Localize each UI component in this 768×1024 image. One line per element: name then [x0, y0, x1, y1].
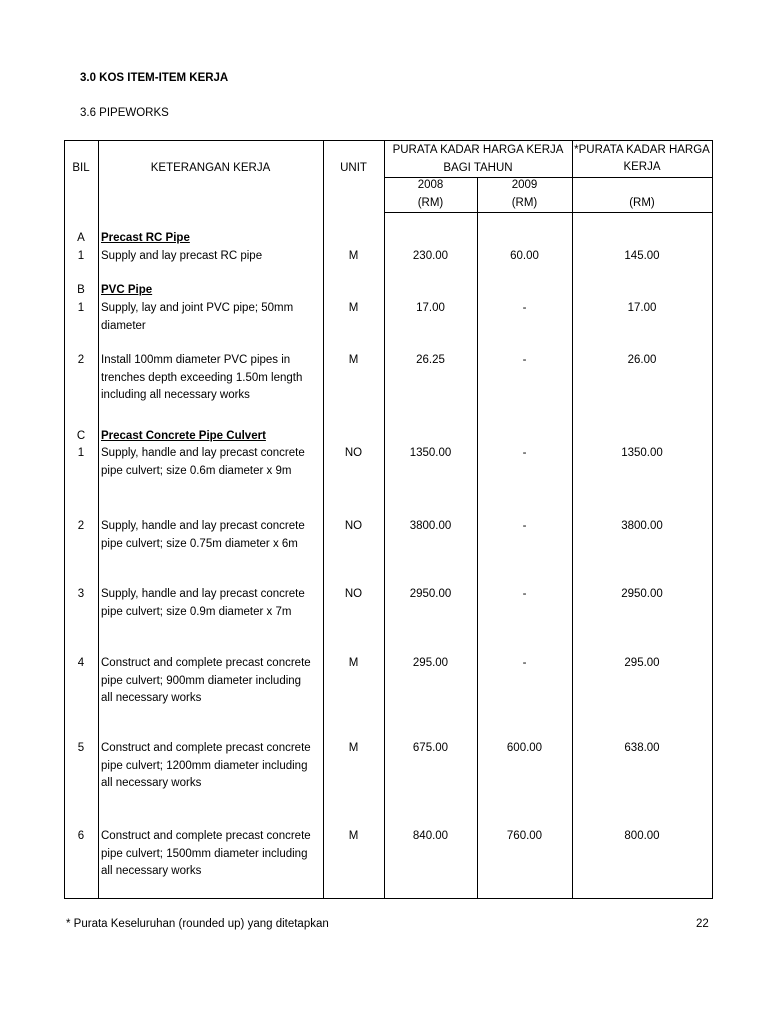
item-price-2008: 3800.00 [409, 520, 452, 532]
header-keterangan: KETERANGAN KERJA [150, 162, 271, 174]
header-rm-2009: (RM) [511, 197, 538, 209]
item-description-line: Supply and lay precast RC pipe [101, 250, 263, 262]
item-price-2009: - [522, 354, 527, 366]
header-average-line2: KERJA [623, 161, 661, 173]
item-price-average: 2950.00 [621, 588, 663, 600]
section-title: Precast RC Pipe [101, 232, 190, 244]
item-description-line: Construct and complete precast concrete [101, 657, 311, 669]
item-number: 1 [77, 250, 85, 262]
item-unit: M [348, 302, 359, 314]
section-heading: 3.0 KOS ITEM-ITEM KERJA [80, 72, 229, 84]
header-bil: BIL [72, 162, 90, 174]
item-price-2008: 840.00 [412, 830, 449, 842]
item-description-line: Supply, lay and joint PVC pipe; 50mm [101, 302, 294, 314]
item-number: 3 [77, 588, 85, 600]
item-price-average: 1350.00 [621, 447, 663, 459]
item-price-average: 145.00 [624, 250, 660, 262]
section-title: Precast Concrete Pipe Culvert [101, 430, 266, 442]
item-number: 5 [77, 742, 85, 754]
item-description-line: Install 100mm diameter PVC pipes in [101, 354, 291, 366]
header-year-2008: 2008 [417, 179, 444, 191]
item-description-line: Construct and complete precast concrete [101, 830, 311, 842]
item-price-2008: 17.00 [416, 302, 445, 314]
item-unit: M [348, 742, 359, 754]
item-number: 1 [77, 302, 85, 314]
column-divider-years [477, 177, 478, 899]
header-purata-line2: BAGI TAHUN [443, 162, 513, 174]
item-price-2009: - [522, 302, 527, 314]
item-description-line: Supply, handle and lay precast concrete [101, 520, 305, 532]
section-letter: B [77, 284, 85, 296]
item-price-2009: - [522, 657, 527, 669]
item-price-average: 26.00 [627, 354, 657, 366]
item-description-line: pipe culvert; 900mm diameter including [101, 674, 302, 687]
header-rm-2008: (RM) [417, 197, 444, 209]
header-purata-line1: PURATA KADAR HARGA KERJA [392, 144, 564, 156]
footnote: * Purata Keseluruhan (rounded up) yang ditetapkan [66, 918, 329, 930]
item-unit: M [348, 657, 359, 669]
item-price-2009: - [522, 588, 527, 600]
item-price-average: 17.00 [627, 302, 657, 314]
item-description-line: all necessary works [101, 777, 202, 789]
item-price-2009: 600.00 [506, 742, 543, 754]
item-unit: NO [344, 520, 363, 532]
item-price-2008: 230.00 [412, 250, 449, 262]
item-description-line: pipe culvert; 1200mm diameter including [101, 759, 308, 772]
item-price-2008: 295.00 [412, 657, 449, 669]
item-number: 1 [77, 447, 85, 459]
item-description-line: pipe culvert; 1500mm diameter including [101, 847, 308, 860]
section-title: PVC Pipe [101, 284, 153, 296]
item-description-line: all necessary works [101, 692, 202, 704]
item-price-2009: - [522, 520, 527, 532]
item-description-line: diameter [101, 319, 146, 332]
item-price-2009: 60.00 [510, 250, 539, 262]
item-unit: M [348, 250, 359, 262]
subsection-heading: 3.6 PIPEWORKS [80, 107, 169, 119]
item-description-line: pipe culvert; size 0.9m diameter x 7m [101, 605, 292, 618]
item-number: 4 [77, 657, 85, 669]
header-average-line1: *PURATA KADAR HARGA [574, 144, 710, 156]
item-price-2008: 2950.00 [409, 588, 452, 600]
item-description-line: trenches depth exceeding 1.50m length [101, 371, 303, 384]
item-number: 2 [77, 354, 85, 366]
item-price-2008: 26.25 [416, 354, 445, 366]
item-description-line: Supply, handle and lay precast concrete [101, 588, 305, 600]
section-letter: C [76, 430, 86, 442]
header-unit: UNIT [340, 162, 367, 174]
item-price-2009: 760.00 [506, 830, 543, 842]
item-price-2009: - [522, 447, 527, 459]
item-unit: M [348, 830, 359, 842]
item-unit: NO [344, 447, 363, 459]
table-border-top [64, 140, 713, 141]
item-price-2008: 1350.00 [409, 447, 452, 459]
item-number: 2 [77, 520, 85, 532]
item-price-average: 800.00 [624, 830, 660, 842]
section-letter: A [77, 232, 85, 244]
item-unit: M [348, 354, 359, 366]
item-price-average: 295.00 [624, 657, 660, 669]
table-border-bottom [64, 898, 713, 899]
header-year-2009: 2009 [511, 179, 538, 191]
item-description-line: pipe culvert; size 0.6m diameter x 9m [101, 464, 292, 477]
header-rm-average: (RM) [629, 197, 655, 209]
item-number: 6 [77, 830, 85, 842]
item-description-line: all necessary works [101, 865, 202, 877]
item-description-line: including all necessary works [101, 389, 250, 401]
page-number: 22 [696, 918, 709, 930]
table-border-right [712, 140, 713, 899]
item-description-line: pipe culvert; size 0.75m diameter x 6m [101, 537, 298, 550]
column-divider-bil [98, 140, 99, 899]
item-price-average: 638.00 [624, 742, 660, 754]
item-price-2008: 675.00 [412, 742, 449, 754]
item-unit: NO [344, 588, 363, 600]
item-price-average: 3800.00 [621, 520, 663, 532]
item-description-line: Construct and complete precast concrete [101, 742, 311, 754]
item-description-line: Supply, handle and lay precast concrete [101, 447, 305, 459]
